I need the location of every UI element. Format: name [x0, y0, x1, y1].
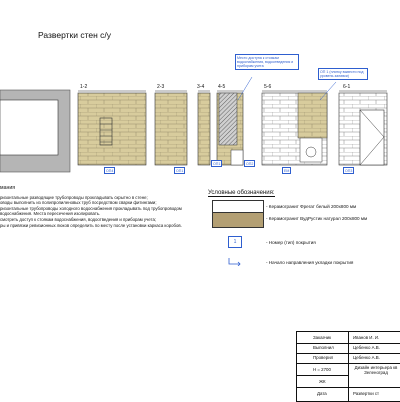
legend-title: Условные обозначения: [208, 190, 275, 196]
access-panel [219, 93, 237, 145]
coverage-tag: ОП4 [106, 168, 114, 173]
toilet [300, 138, 322, 162]
notes-block [0, 186, 200, 228]
legend-text: - Керамогранит Фрегат белый 200х800 мм [266, 204, 357, 209]
stamp-date: Дата [317, 391, 327, 396]
legend-text: - Номер (тип) покрытия [266, 240, 316, 245]
elevation-3-4 [198, 91, 210, 165]
title-block [296, 331, 400, 402]
sheet-title: Развертки стен с/у [38, 30, 112, 40]
elevation-2-3 [155, 91, 187, 165]
coverage-tag: ОП1 [213, 161, 221, 166]
note-line: смотреть доступ к стоякам водоснабжения, водоотведения и приборам учета; [0, 216, 157, 222]
elevation-label-1-2: 1-2 [80, 84, 88, 90]
op1-note-tag: ОП 1 (плитку вывести под уровень заливки) [318, 68, 368, 80]
stamp-project: Дизайн интерьера кв Зеленоград [354, 365, 398, 375]
elevation-label-4-5: 4-5 [218, 84, 226, 90]
stamp-complex: ЖК [319, 379, 326, 384]
coverage-tag: ОП1 [176, 168, 184, 173]
note-line: оводы выполнить из полипропиленовых труб посредством сварки фитингами; [0, 200, 157, 206]
stamp-name: Иванов И. И. [353, 335, 380, 340]
arrow-icon [228, 256, 242, 266]
coverage-tag: ОП3 [345, 168, 353, 173]
coverage-tag: ОП2 [246, 161, 254, 166]
note-line: ризонтальные трубопроводы холодного водоснабжения прокладывать под трубопроводом [0, 205, 182, 211]
elevation-label-2-3: 2-3 [157, 84, 165, 90]
access-note-tag: Место доступа к стоякам водоснабжения, водоотведения и приборам учета [235, 54, 299, 70]
stamp-role: Заказчик [313, 335, 332, 340]
stamp-name: Цебенко А.В. [353, 355, 380, 360]
elevation-1-2 [78, 91, 146, 165]
legend-text: - Начало направления укладки покрытия [266, 260, 354, 265]
legend-number-symbol: 1 [228, 236, 242, 248]
elevation-4-5 [217, 91, 243, 165]
notes-heading: мания [0, 185, 16, 191]
stamp-sheet-name: Развертки ст [353, 391, 380, 396]
elevations-drawing [0, 0, 400, 185]
stamp-name: Цебенко А.В. [353, 345, 380, 350]
elevation-label-6-1: 6-1 [343, 84, 351, 90]
elevation-5-6 [262, 91, 327, 165]
plan-room [0, 100, 58, 155]
note-line: ры и привязки ревизионных люков определить по месту после установки каркаса коробов. [0, 222, 182, 228]
wall-3-4 [198, 93, 210, 165]
plan-view [0, 90, 70, 172]
stamp-role: Выполнил [313, 345, 334, 350]
elevation-6-1 [339, 91, 387, 165]
legend-swatch-wood-tile [212, 212, 264, 228]
elevation-label-5-6: 5-6 [264, 84, 272, 90]
wall-2-3 [155, 93, 187, 165]
note-line: водоснабжения. Места пересечения изолировать. [0, 211, 101, 217]
door [360, 110, 384, 165]
stamp-role: Проверил [313, 355, 334, 360]
note-line: ризонтальные разводящие трубопроводы прокладывать скрытно в стене; [0, 194, 148, 200]
stamp-height: Н = 2700 [313, 367, 331, 372]
legend-text: - Керамогранит ВудРустик натурал 200х800 мм [266, 216, 368, 221]
elevation-label-3-4: 3-4 [197, 84, 205, 90]
coverage-tag: ЕМ [284, 168, 290, 173]
